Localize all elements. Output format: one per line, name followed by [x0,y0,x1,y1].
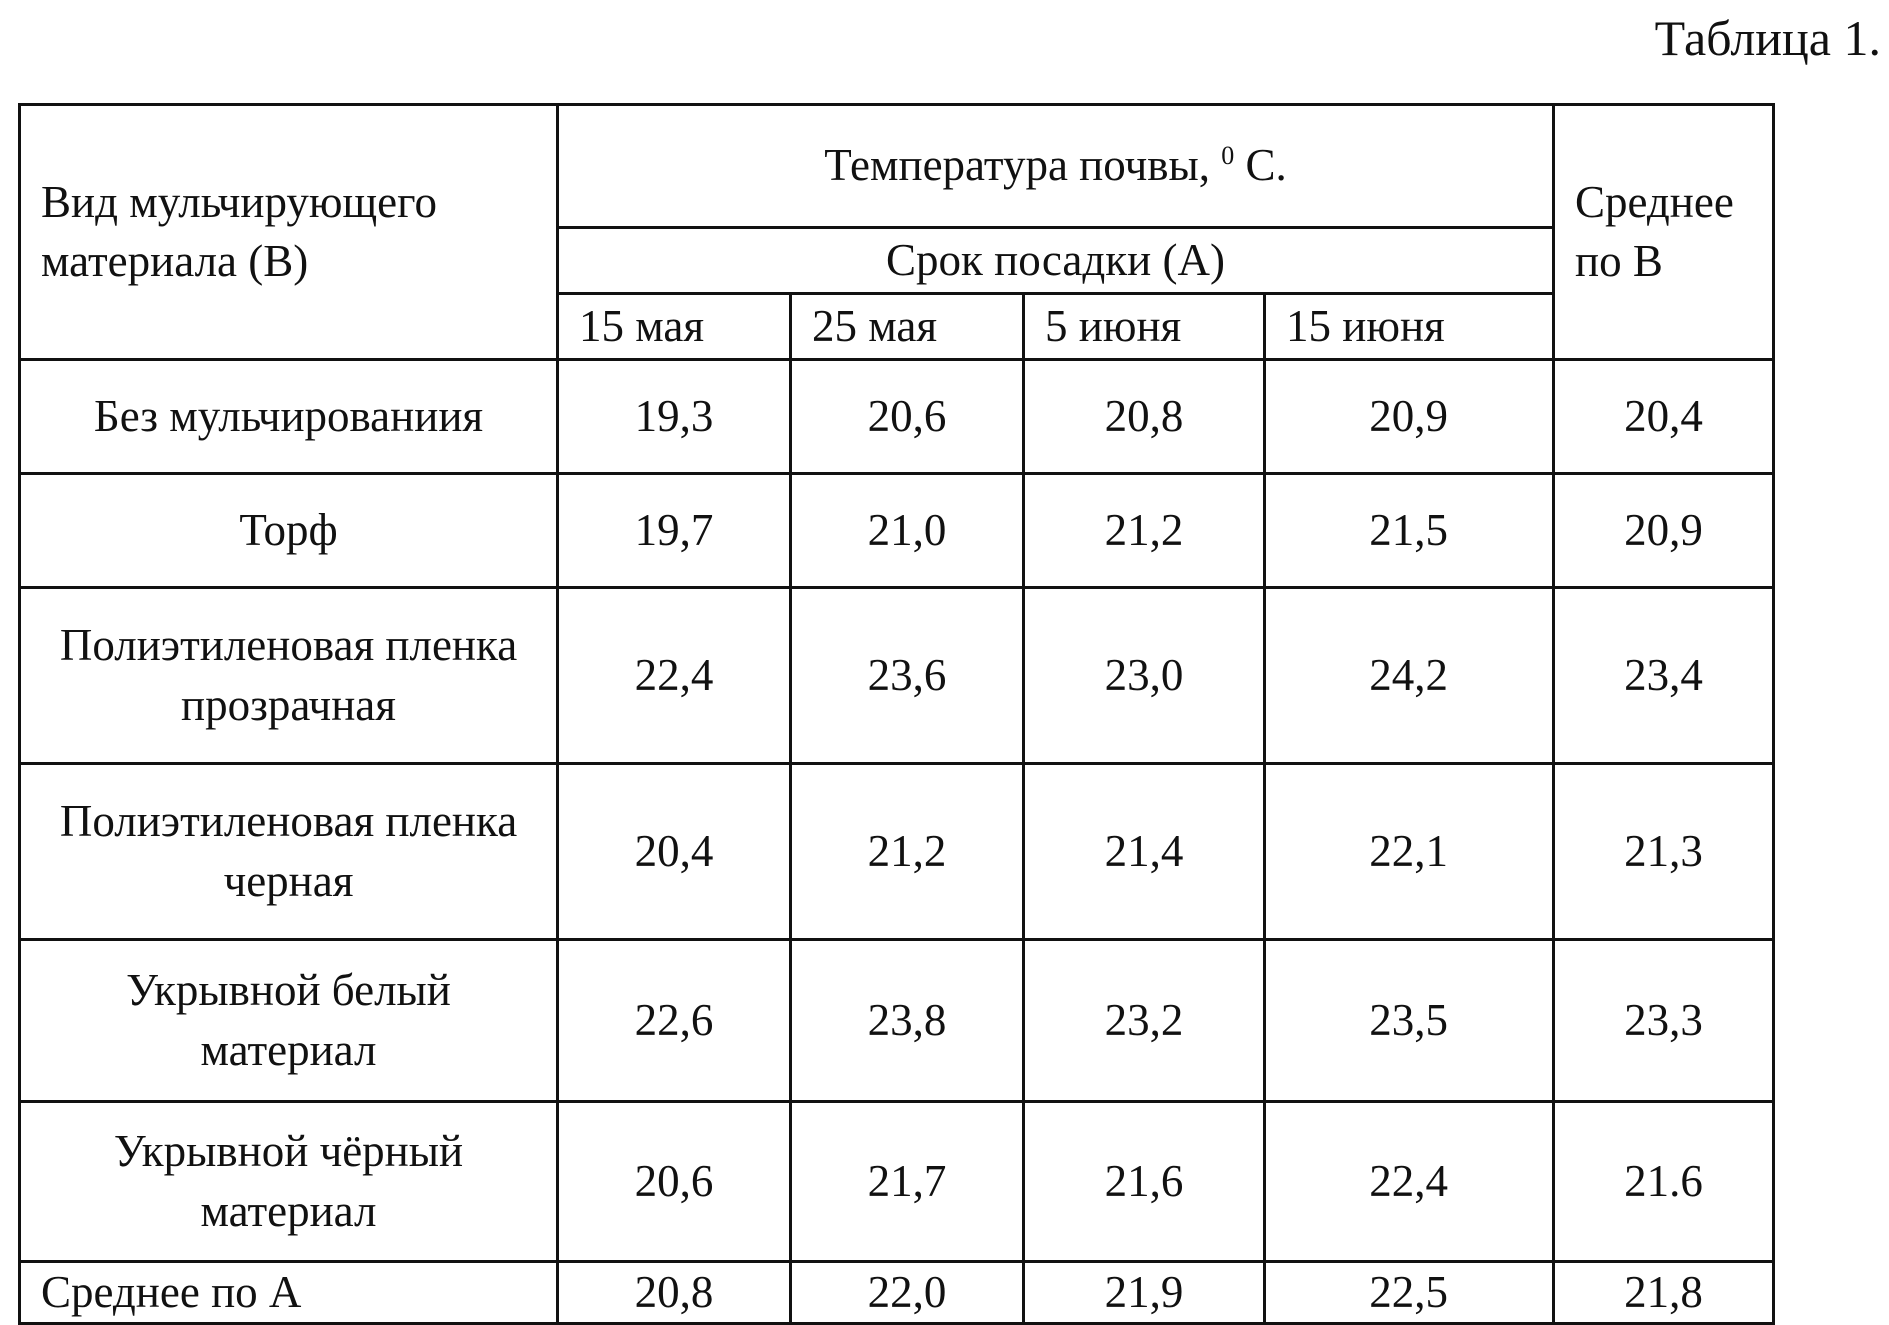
footer-label: Среднее по А [20,1262,558,1324]
temperature-header [558,105,1554,228]
table-row [20,474,1774,588]
value-cell: 22,1 [1265,764,1554,940]
average-cell: 23,3 [1554,940,1774,1102]
table-row [20,764,1774,940]
material-cell: Укрывной чёрный материал [20,1102,558,1262]
average-cell: 20,4 [1554,360,1774,474]
material-cell: Без мульчированиия [20,360,558,474]
value-cell: 20,6 [558,1102,791,1262]
material-cell: Полиэтиленовая пленка прозрачная [20,588,558,764]
material-cell: Полиэтиленовая пленка черная [20,764,558,940]
table-row [20,360,1774,474]
table-row [20,940,1774,1102]
average-cell: 23,4 [1554,588,1774,764]
value-cell: 20,6 [791,360,1024,474]
value-cell: 21,5 [1265,474,1554,588]
value-cell: 21,4 [1024,764,1265,940]
value-cell: 23,8 [791,940,1024,1102]
date-header: 15 июня [1265,294,1554,360]
table-row [20,1102,1774,1262]
degree-superscript: 0 [1221,141,1235,171]
table-caption: Таблица 1. [1654,10,1881,66]
footer-row [20,1262,1774,1324]
material-cell: Укрывной белый материал [20,940,558,1102]
value-cell: 21,6 [1024,1102,1265,1262]
planting-date-header: Срок посадки (А) [558,228,1554,294]
value-cell: 20,9 [1265,360,1554,474]
value-cell: 23,0 [1024,588,1265,764]
soil-temperature-table [18,103,1775,1325]
date-header: 25 мая [791,294,1024,360]
date-header: 5 июня [1024,294,1265,360]
value-cell: 19,7 [558,474,791,588]
value-cell: 19,3 [558,360,791,474]
temperature-header-prefix: Температура почвы, [824,140,1210,191]
footer-value-cell: 22,5 [1265,1262,1554,1324]
value-cell: 21,0 [791,474,1024,588]
average-by-b-header: Среднее по В [1554,105,1774,360]
value-cell: 20,4 [558,764,791,940]
value-cell: 21,2 [791,764,1024,940]
footer-value-cell: 20,8 [558,1262,791,1324]
footer-value-cell: 21,9 [1024,1262,1265,1324]
date-header: 15 мая [558,294,791,360]
footer-average-cell: 21,8 [1554,1262,1774,1324]
average-cell: 20,9 [1554,474,1774,588]
value-cell: 21,7 [791,1102,1024,1262]
value-cell: 22,6 [558,940,791,1102]
value-cell: 22,4 [558,588,791,764]
value-cell: 22,4 [1265,1102,1554,1262]
value-cell: 23,6 [791,588,1024,764]
material-cell: Торф [20,474,558,588]
table-row [20,588,1774,764]
footer-value-cell: 22,0 [791,1262,1024,1324]
value-cell: 24,2 [1265,588,1554,764]
value-cell: 20,8 [1024,360,1265,474]
material-column-header: Вид мульчирующего материала (В) [20,105,558,360]
average-cell: 21.6 [1554,1102,1774,1262]
value-cell: 23,5 [1265,940,1554,1102]
temperature-header-suffix: С. [1245,140,1287,191]
average-cell: 21,3 [1554,764,1774,940]
value-cell: 23,2 [1024,940,1265,1102]
value-cell: 21,2 [1024,474,1265,588]
